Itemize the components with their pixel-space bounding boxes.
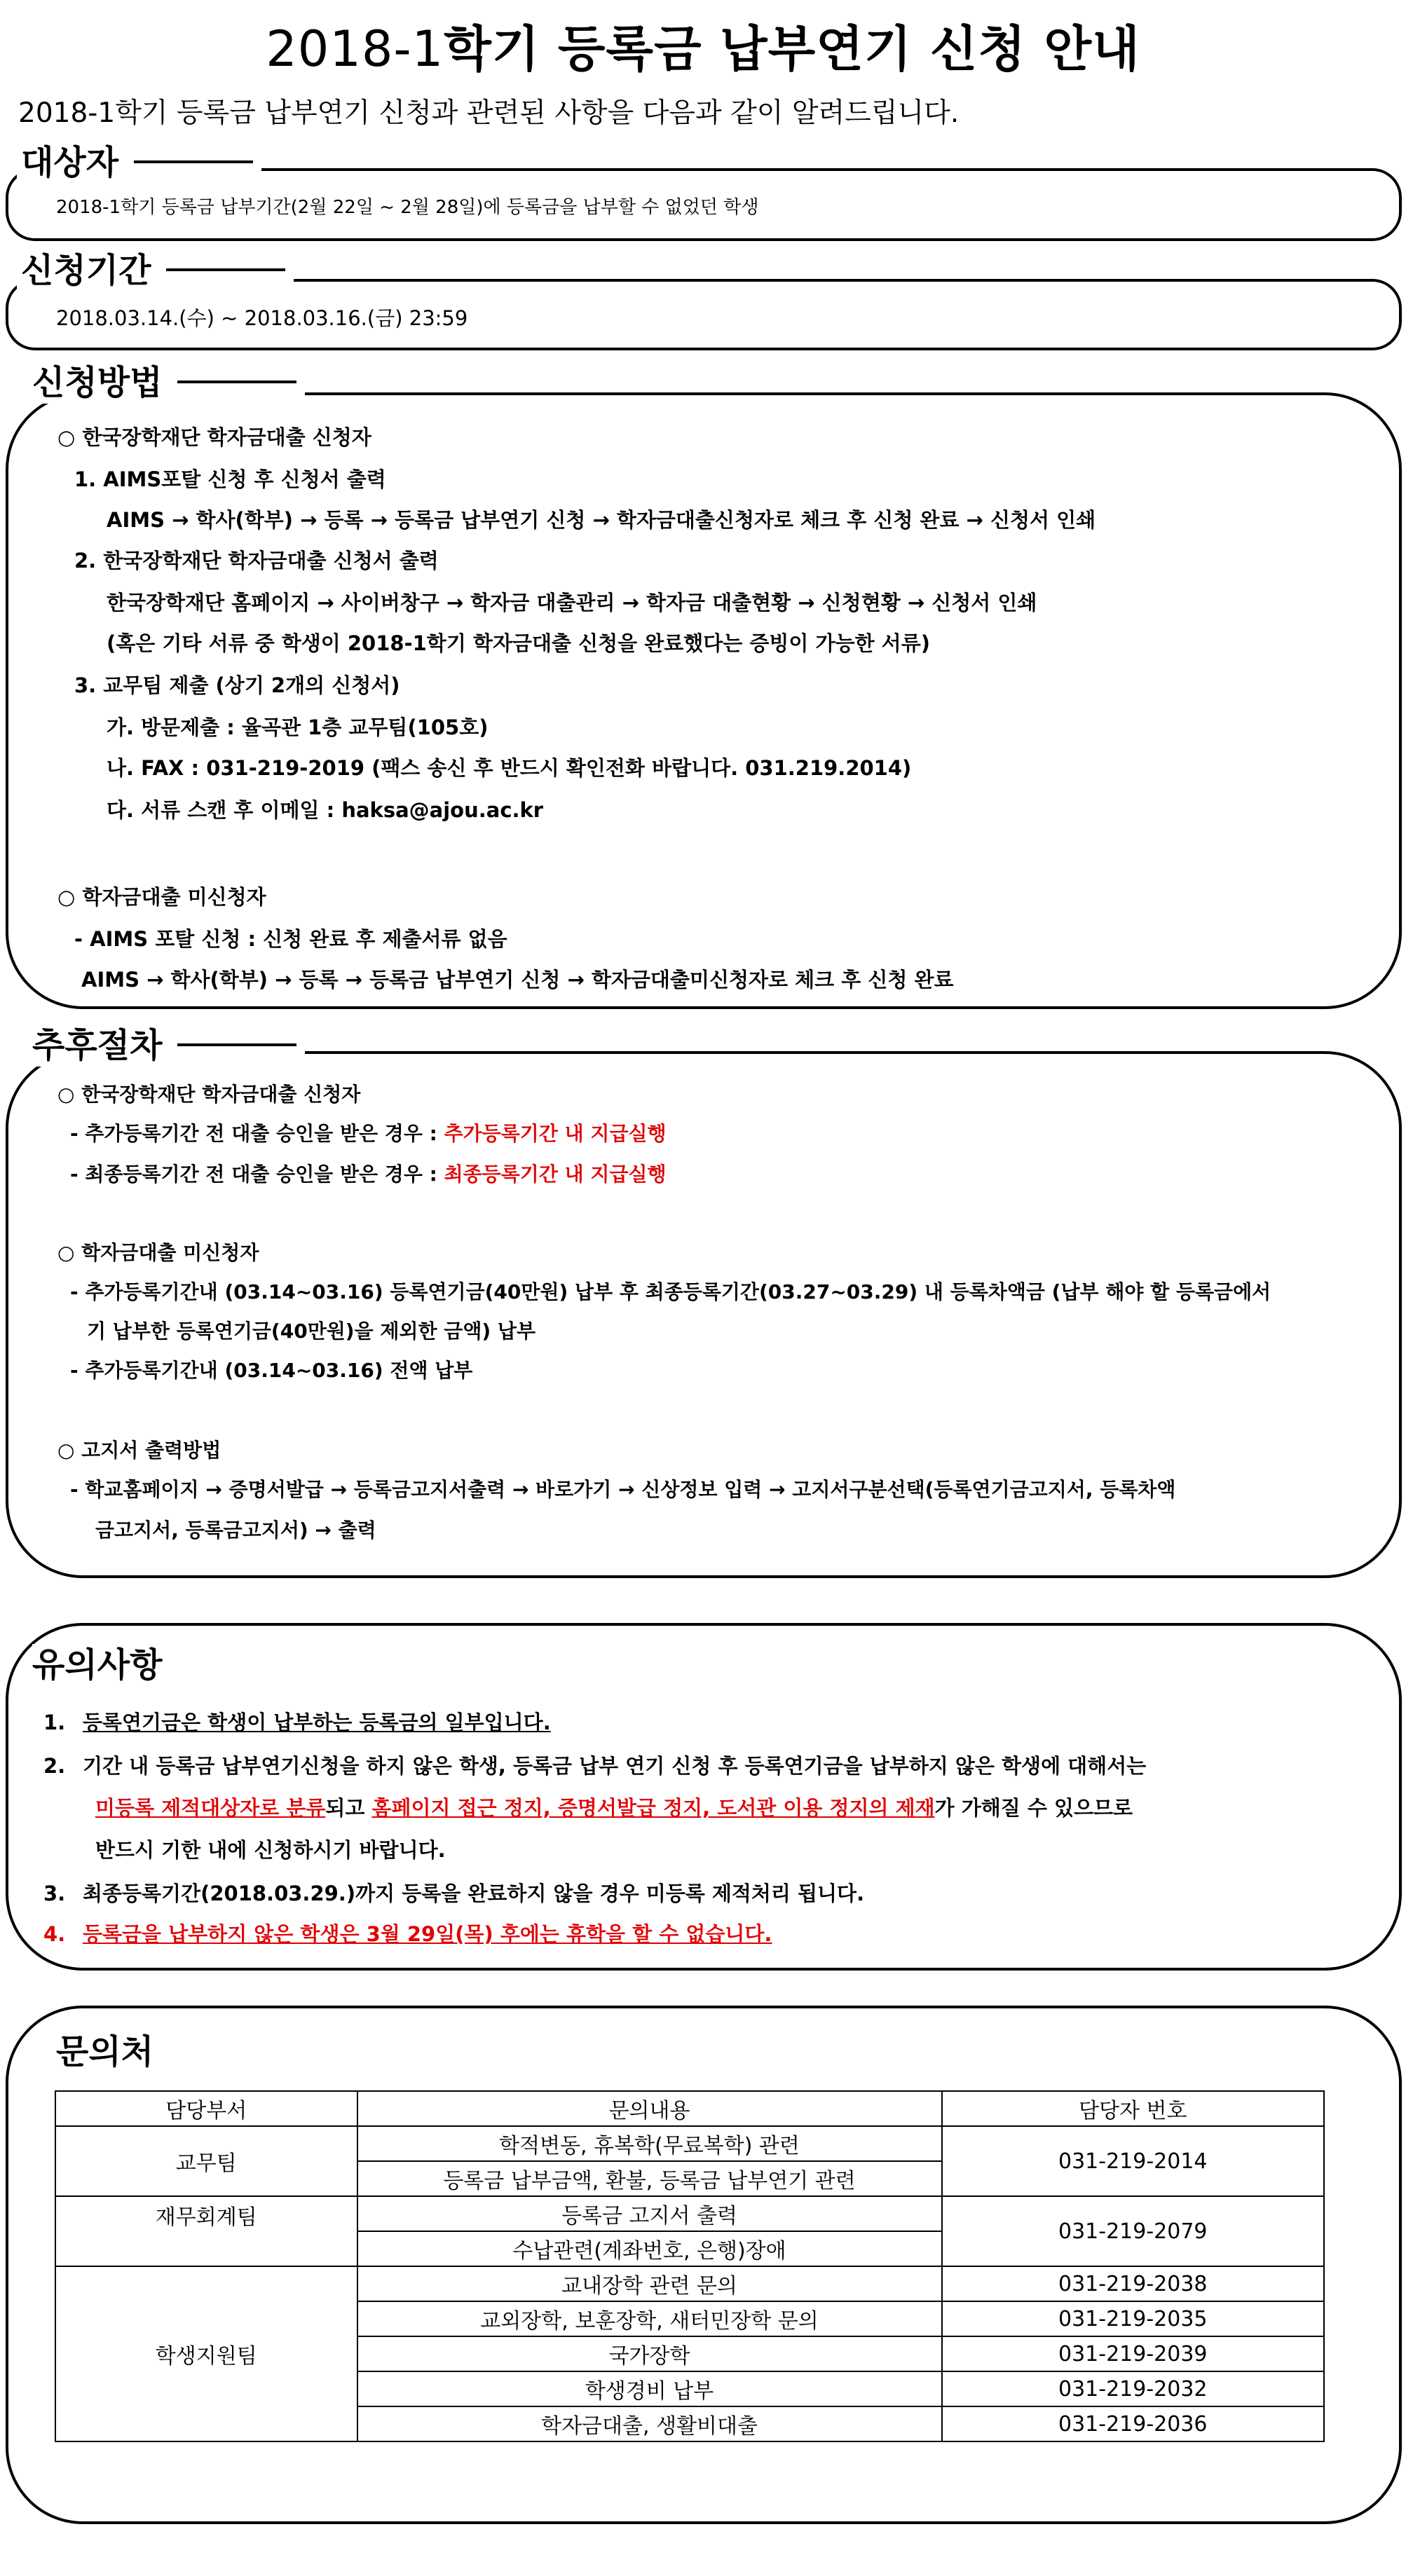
phone-cell: 031-219-2032	[942, 2371, 1324, 2406]
method-line-8: 가. 방문제출 : 율곡관 1층 교무팀(105호)	[107, 715, 489, 739]
note-4-text: 등록금을 납부하지 않은 학생은 3월 29일(목) 후에는 휴학을 할 수 없습니다.	[83, 1922, 772, 1946]
table-row	[55, 2196, 1324, 2231]
note-4-number: 4.	[43, 1922, 66, 1946]
header-content: 문의내용	[357, 2091, 942, 2126]
followup-group2-title: ○ 학자금대출 미신청자	[57, 1241, 259, 1264]
note-2-number: 2.	[43, 1754, 66, 1778]
content-cell: 수납관련(계좌번호, 은행)장애	[357, 2231, 942, 2266]
method-line-5: 한국장학재단 홈페이지 → 사이버창구 → 학자금 대출관리 → 학자금 대출현황 → 신청현황 → 신청서 인쇄	[107, 591, 1037, 615]
phone-cell: 031-219-2038	[942, 2266, 1324, 2301]
content-cell: 학자금대출, 생활비대출	[357, 2406, 942, 2441]
followup-group3-line1a: - 학교홈페이지 → 증명서발급 → 등록금고지서출력 → 바로가기 → 신상정보 입력 → 고지서구분선택(등록연기금고지서, 등록차액	[70, 1478, 1176, 1501]
phone-cell: 031-219-2036	[942, 2406, 1324, 2441]
method-line-12: - AIMS 포탈 신청 : 신청 완료 후 제출서류 없음	[74, 927, 507, 951]
contact-table	[55, 2090, 1325, 2442]
followup-group1-title: ○ 한국장학재단 학자금대출 신청자	[57, 1083, 361, 1106]
method-line-11: ○ 학자금대출 미신청자	[57, 885, 266, 909]
note-2-text-b: 미등록 제적대상자로 분류되고 홈페이지 접근 정지, 증명서발급 정지, 도서관 이용 정지의 제재가 가해질 수 있으므로	[95, 1796, 1133, 1820]
note-3-text: 최종등록기간(2018.03.29.)까지 등록을 완료하지 않을 경우 미등록 제적처리 됩니다.	[83, 1882, 865, 1905]
followup-group2-line2: - 추가등록기간내 (03.14~03.16) 전액 납부	[70, 1359, 473, 1382]
note-1-text: 등록연기금은 학생이 납부하는 등록금의 일부입니다.	[83, 1711, 551, 1734]
note-1-number: 1.	[43, 1711, 66, 1734]
method-line-3: AIMS → 학사(학부) → 등록 → 등록금 납부연기 신청 → 학자금대출신청자로 체크 후 신청 완료 → 신청서 인쇄	[107, 508, 1096, 532]
followup-group1-line2: - 최종등록기간 전 대출 승인을 받은 경우 : 최종등록기간 내 지급실행	[70, 1163, 667, 1186]
method-line-4: 2. 한국장학재단 학자금대출 신청서 출력	[74, 549, 439, 573]
followup-group3-line1b: 금고지서, 등록금고지서) → 출력	[95, 1519, 376, 1542]
content-cell: 등록금 고지서 출력	[357, 2196, 942, 2231]
content-cell: 학생경비 납부	[357, 2371, 942, 2406]
method-line-1: ○ 한국장학재단 학자금대출 신청자	[57, 425, 371, 449]
content-cell: 교외장학, 보훈장학, 새터민장학 문의	[357, 2301, 942, 2336]
phone-cell: 031-219-2039	[942, 2336, 1324, 2371]
method-line-13: AIMS → 학사(학부) → 등록 → 등록금 납부연기 신청 → 학자금대출미신청자로 체크 후 신청 완료	[81, 968, 954, 992]
target-text: 2018-1학기 등록금 납부기간(2월 22일 ~ 2월 28일)에 등록금을 납부할 수 없었던 학생	[56, 197, 759, 218]
table-row	[55, 2266, 1324, 2301]
content-cell: 교내장학 관련 문의	[357, 2266, 942, 2301]
content-cell: 등록금 납부금액, 환불, 등록금 납부연기 관련	[357, 2161, 942, 2196]
header-phone: 담당자 번호	[942, 2091, 1324, 2126]
intro-text: 2018-1학기 등록금 납부연기 신청과 관련된 사항을 다음과 같이 알려드립니다.	[18, 97, 960, 129]
method-line-9: 나. FAX : 031-219-2019 (팩스 송신 후 반드시 확인전화 바랍니다. 031.219.2014)	[107, 756, 912, 780]
followup-group3-title: ○ 고지서 출력방법	[57, 1439, 221, 1462]
dept-cell: 재무회계팀	[55, 2196, 357, 2266]
method-line-7: 3. 교무팀 제출 (상기 2개의 신청서)	[74, 673, 400, 697]
notes-heading: 유의사항	[32, 1645, 163, 1685]
followup-heading: 추후절차	[28, 1025, 305, 1067]
method-heading: 신청방법	[28, 362, 305, 404]
followup-group2-line1b: 기 납부한 등록연기금(40만원)을 제외한 금액) 납부	[87, 1320, 536, 1343]
header-dept: 담당부서	[55, 2091, 357, 2126]
method-line-10: 다. 서류 스캔 후 이메일 : haksa@ajou.ac.kr	[107, 798, 544, 822]
note-2-text-a: 기간 내 등록금 납부연기신청을 하지 않은 학생, 등록금 납부 연기 신청 후 등록연기금을 납부하지 않은 학생에 대해서는	[83, 1754, 1147, 1778]
phone-cell: 031-219-2014	[942, 2126, 1324, 2196]
content-cell: 학적변동, 휴복학(무료복학) 관련	[357, 2126, 942, 2161]
dept-cell: 학생지원팀	[55, 2266, 357, 2441]
note-2-text-c: 반드시 기한 내에 신청하시기 바랍니다.	[95, 1838, 446, 1862]
table-row	[55, 2126, 1324, 2161]
method-line-2: 1. AIMS포탈 신청 후 신청서 출력	[74, 467, 386, 491]
page-title: 2018-1학기 등록금 납부연기 신청 안내	[266, 20, 1140, 78]
target-heading: 대상자	[17, 142, 261, 184]
table-header-row	[55, 2091, 1324, 2126]
contact-heading: 문의처	[56, 2032, 154, 2071]
method-line-6: (혹은 기타 서류 중 학생이 2018-1학기 학자금대출 신청을 완료했다는 증빙이 가능한 서류)	[107, 631, 930, 655]
content-cell: 국가장학	[357, 2336, 942, 2371]
period-text: 2018.03.14.(수) ~ 2018.03.16.(금) 23:59	[56, 306, 468, 330]
phone-cell: 031-219-2079	[942, 2196, 1324, 2266]
dept-cell: 교무팀	[55, 2126, 357, 2196]
phone-cell: 031-219-2035	[942, 2301, 1324, 2336]
period-heading: 신청기간	[17, 249, 294, 292]
note-3-number: 3.	[43, 1882, 66, 1905]
followup-group1-line1: - 추가등록기간 전 대출 승인을 받은 경우 : 추가등록기간 내 지급실행	[70, 1122, 667, 1145]
followup-group2-line1a: - 추가등록기간내 (03.14~03.16) 등록연기금(40만원) 납부 후 최종등록기간(03.27~03.29) 내 등록차액금 (납부 해야 할 등록금에서	[70, 1280, 1271, 1303]
